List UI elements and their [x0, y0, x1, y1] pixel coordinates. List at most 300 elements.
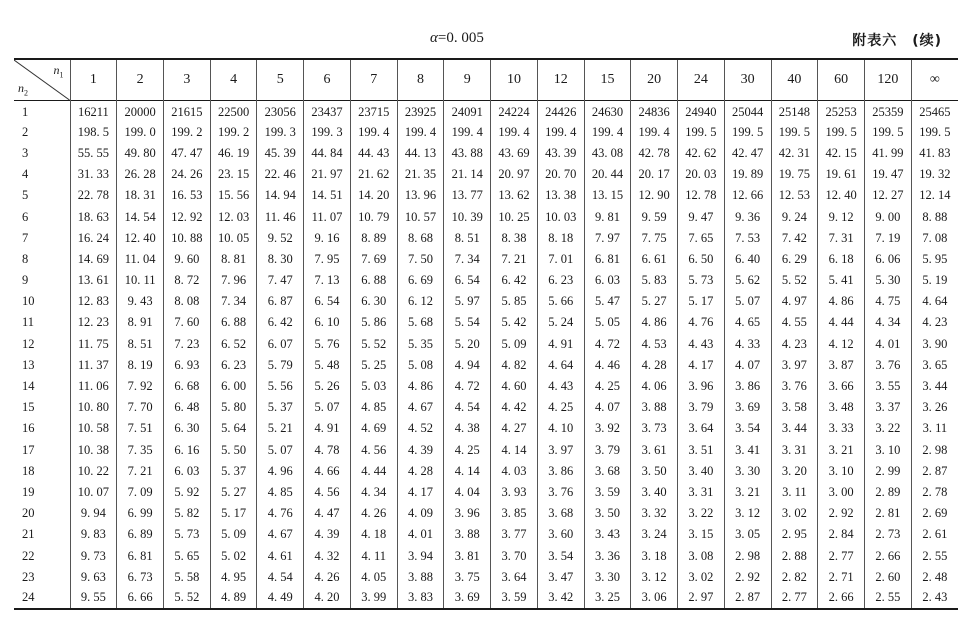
table-cell: 3. 40	[631, 482, 678, 503]
table-cell: 8. 51	[444, 228, 491, 249]
table-cell: 5. 92	[163, 482, 210, 503]
column-header-row	[14, 59, 958, 101]
table-cell: 5. 20	[444, 334, 491, 355]
table-cell: 4. 14	[444, 461, 491, 482]
table-cell: 3. 83	[397, 588, 444, 609]
table-cell: 12. 40	[117, 228, 164, 249]
table-cell: 199. 5	[771, 122, 818, 143]
column-header: 60	[818, 59, 865, 101]
table-cell: 7. 08	[911, 228, 958, 249]
table-cell: 23. 15	[210, 164, 257, 185]
row-header: 12	[22, 336, 35, 351]
table-cell: 3. 64	[678, 418, 725, 439]
table-cell: 6. 23	[537, 270, 584, 291]
table-body	[14, 101, 958, 610]
column-header: 10	[491, 59, 538, 101]
table-row	[14, 334, 958, 355]
table-cell: 5. 66	[537, 291, 584, 312]
table-cell: 7. 69	[350, 249, 397, 270]
table-cell: 12. 23	[70, 312, 117, 333]
table-cell: 26. 28	[117, 164, 164, 185]
table-cell: 4. 01	[397, 524, 444, 545]
table-cell: 6. 07	[257, 334, 304, 355]
table-cell: 5. 07	[304, 397, 351, 418]
table-cell: 3. 55	[864, 376, 911, 397]
table-cell: 8. 51	[117, 334, 164, 355]
table-cell: 3. 08	[678, 545, 725, 566]
table-cell: 3. 76	[864, 355, 911, 376]
table-cell: 5. 37	[257, 397, 304, 418]
table-cell: 5. 17	[678, 291, 725, 312]
table-cell: 23437	[304, 101, 351, 122]
table-cell: 3. 97	[771, 355, 818, 376]
table-cell: 7. 75	[631, 228, 678, 249]
table-cell: 4. 25	[537, 397, 584, 418]
table-cell: 5. 47	[584, 291, 631, 312]
table-cell: 5. 26	[304, 376, 351, 397]
table-cell: 14. 54	[117, 206, 164, 227]
table-cell: 6. 18	[818, 249, 865, 270]
column-header: 2	[117, 59, 164, 101]
table-cell: 5. 64	[210, 418, 257, 439]
table-cell: 24224	[491, 101, 538, 122]
table-cell: 3. 61	[631, 440, 678, 461]
table-cell: 42. 31	[771, 143, 818, 164]
table-cell: 7. 96	[210, 270, 257, 291]
table-cell: 4. 27	[491, 418, 538, 439]
table-row	[14, 249, 958, 270]
table-cell: 24630	[584, 101, 631, 122]
table-cell: 3. 10	[864, 440, 911, 461]
table-cell: 5. 76	[304, 334, 351, 355]
table-cell: 3. 41	[724, 440, 771, 461]
table-cell: 10. 58	[70, 418, 117, 439]
row-header: 8	[22, 251, 29, 266]
table-cell: 3. 21	[818, 440, 865, 461]
table-cell: 6. 99	[117, 503, 164, 524]
table-cell: 199. 4	[537, 122, 584, 143]
table-cell: 9. 43	[117, 291, 164, 312]
table-cell: 199. 4	[350, 122, 397, 143]
table-cell: 7. 09	[117, 482, 164, 503]
table-cell: 42. 47	[724, 143, 771, 164]
table-cell: 4. 12	[818, 334, 865, 355]
table-cell: 4. 86	[397, 376, 444, 397]
table-cell: 5. 50	[210, 440, 257, 461]
table-cell: 49. 80	[117, 143, 164, 164]
row-header: 4	[22, 167, 29, 182]
table-cell: 4. 97	[771, 291, 818, 312]
table-cell: 12. 27	[864, 185, 911, 206]
table-row	[14, 206, 958, 227]
table-cell: 10. 03	[537, 206, 584, 227]
table-cell: 3. 92	[584, 418, 631, 439]
table-cell: 14. 69	[70, 249, 117, 270]
row-header: 21	[22, 527, 35, 542]
table-cell: 4. 95	[210, 567, 257, 588]
table-cell: 3. 65	[911, 355, 958, 376]
table-cell: 6. 10	[304, 312, 351, 333]
table-row	[14, 143, 958, 164]
table-cell: 4. 42	[491, 397, 538, 418]
table-row	[14, 440, 958, 461]
table-cell: 46. 19	[210, 143, 257, 164]
table-cell: 6. 69	[397, 270, 444, 291]
table-cell: 4. 64	[537, 355, 584, 376]
table-cell: 5. 42	[491, 312, 538, 333]
table-cell: 2. 87	[724, 588, 771, 609]
table-cell: 4. 91	[304, 418, 351, 439]
table-row	[14, 545, 958, 566]
table-cell: 4. 72	[444, 376, 491, 397]
table-cell: 2. 92	[818, 503, 865, 524]
table-cell: 4. 75	[864, 291, 911, 312]
table-cell: 7. 31	[818, 228, 865, 249]
table-cell: 3. 48	[818, 397, 865, 418]
table-cell: 4. 03	[491, 461, 538, 482]
table-cell: 9. 73	[70, 545, 117, 566]
table-cell: 21. 35	[397, 164, 444, 185]
table-cell: 5. 54	[444, 312, 491, 333]
table-cell: 3. 11	[771, 482, 818, 503]
table-cell: 3. 24	[631, 524, 678, 545]
table-cell: 4. 89	[210, 588, 257, 609]
table-cell: 4. 07	[584, 397, 631, 418]
table-cell: 44. 84	[304, 143, 351, 164]
table-cell: 21. 14	[444, 164, 491, 185]
table-cell: 25044	[724, 101, 771, 122]
table-cell: 3. 12	[631, 567, 678, 588]
table-cell: 7. 60	[163, 312, 210, 333]
table-cell: 4. 46	[584, 355, 631, 376]
table-row	[14, 164, 958, 185]
table-cell: 12. 92	[163, 206, 210, 227]
table-cell: 4. 67	[397, 397, 444, 418]
table-cell: 6. 52	[210, 334, 257, 355]
table-cell: 3. 90	[911, 334, 958, 355]
table-cell: 4. 44	[350, 461, 397, 482]
table-cell: 3. 79	[584, 440, 631, 461]
table-cell: 3. 31	[678, 482, 725, 503]
row-header: 1	[22, 104, 29, 119]
table-cell: 9. 55	[70, 588, 117, 609]
table-cell: 5. 68	[397, 312, 444, 333]
table-cell: 8. 18	[537, 228, 584, 249]
table-cell: 24426	[537, 101, 584, 122]
table-cell: 2. 99	[864, 461, 911, 482]
table-cell: 8. 72	[163, 270, 210, 291]
table-cell: 5. 07	[724, 291, 771, 312]
table-cell: 3. 86	[724, 376, 771, 397]
table-cell: 4. 86	[631, 312, 678, 333]
table-cell: 3. 59	[491, 588, 538, 609]
table-cell: 7. 50	[397, 249, 444, 270]
table-cell: 5. 82	[163, 503, 210, 524]
table-cell: 8. 30	[257, 249, 304, 270]
table-cell: 19. 32	[911, 164, 958, 185]
row-header: 19	[22, 484, 35, 499]
table-cell: 4. 61	[257, 545, 304, 566]
table-cell: 2. 98	[911, 440, 958, 461]
table-cell: 41. 99	[864, 143, 911, 164]
table-cell: 42. 78	[631, 143, 678, 164]
table-cell: 6. 61	[631, 249, 678, 270]
table-cell: 23715	[350, 101, 397, 122]
corner-cell	[14, 59, 70, 101]
table-cell: 199. 5	[818, 122, 865, 143]
table-cell: 3. 20	[771, 461, 818, 482]
table-cell: 6. 03	[163, 461, 210, 482]
row-header: 13	[22, 357, 35, 372]
table-cell: 5. 30	[864, 270, 911, 291]
table-cell: 6. 16	[163, 440, 210, 461]
row-header: 6	[22, 209, 29, 224]
table-cell: 13. 96	[397, 185, 444, 206]
table-cell: 6. 40	[724, 249, 771, 270]
row-header: 9	[22, 273, 29, 288]
table-cell: 18. 31	[117, 185, 164, 206]
table-cell: 3. 51	[678, 440, 725, 461]
table-cell: 8. 38	[491, 228, 538, 249]
table-cell: 2. 81	[864, 503, 911, 524]
table-cell: 5. 25	[350, 355, 397, 376]
table-row	[14, 228, 958, 249]
table-cell: 11. 07	[304, 206, 351, 227]
table-cell: 2. 84	[818, 524, 865, 545]
table-cell: 12. 66	[724, 185, 771, 206]
table-cell: 6. 93	[163, 355, 210, 376]
table-cell: 5. 65	[163, 545, 210, 566]
table-cell: 6. 12	[397, 291, 444, 312]
alpha-symbol: α	[430, 30, 438, 46]
table-cell: 4. 25	[444, 440, 491, 461]
table-cell: 3. 54	[724, 418, 771, 439]
table-cell: 3. 00	[818, 482, 865, 503]
table-cell: 199. 2	[210, 122, 257, 143]
table-cell: 20. 70	[537, 164, 584, 185]
row-header: 16	[22, 421, 35, 436]
table-cell: 8. 89	[350, 228, 397, 249]
table-cell: 3. 18	[631, 545, 678, 566]
table-cell: 3. 68	[584, 461, 631, 482]
table-cell: 6. 68	[163, 376, 210, 397]
table-cell: 6. 23	[210, 355, 257, 376]
table-cell: 5. 27	[210, 482, 257, 503]
table-row	[14, 122, 958, 143]
row-header: 7	[22, 230, 29, 245]
table-cell: 7. 51	[117, 418, 164, 439]
table-cell: 13. 61	[70, 270, 117, 291]
table-cell: 2. 92	[724, 567, 771, 588]
table-cell: 3. 73	[631, 418, 678, 439]
table-row	[14, 503, 958, 524]
table-cell: 199. 3	[257, 122, 304, 143]
table-cell: 5. 35	[397, 334, 444, 355]
table-cell: 7. 35	[117, 440, 164, 461]
row-header: 14	[22, 379, 35, 394]
table-cell: 3. 47	[537, 567, 584, 588]
table-cell: 43. 08	[584, 143, 631, 164]
table-cell: 20. 03	[678, 164, 725, 185]
table-cell: 6. 03	[584, 270, 631, 291]
table-cell: 8. 88	[911, 206, 958, 227]
table-row	[14, 270, 958, 291]
table-cell: 7. 47	[257, 270, 304, 291]
table-cell: 21. 97	[304, 164, 351, 185]
table-cell: 9. 52	[257, 228, 304, 249]
table-row	[14, 101, 958, 122]
table-cell: 5. 02	[210, 545, 257, 566]
table-cell: 2. 55	[864, 588, 911, 609]
table-cell: 6. 54	[304, 291, 351, 312]
table-cell: 10. 57	[397, 206, 444, 227]
table-cell: 3. 30	[584, 567, 631, 588]
table-cell: 6. 81	[117, 545, 164, 566]
table-cell: 12. 83	[70, 291, 117, 312]
column-header: 12	[537, 59, 584, 101]
table-row	[14, 418, 958, 439]
table-cell: 4. 23	[911, 312, 958, 333]
table-cell: 16. 53	[163, 185, 210, 206]
table-cell: 3. 10	[818, 461, 865, 482]
table-cell: 11. 04	[117, 249, 164, 270]
table-cell: 5. 48	[304, 355, 351, 376]
table-cell: 3. 96	[678, 376, 725, 397]
table-cell: 22500	[210, 101, 257, 122]
column-header: 7	[350, 59, 397, 101]
table-cell: 3. 59	[584, 482, 631, 503]
table-row	[14, 312, 958, 333]
table-cell: 4. 34	[350, 482, 397, 503]
table-cell: 23925	[397, 101, 444, 122]
table-cell: 3. 81	[444, 545, 491, 566]
table-cell: 3. 66	[818, 376, 865, 397]
table-cell: 199. 5	[678, 122, 725, 143]
table-cell: 199. 5	[864, 122, 911, 143]
table-cell: 4. 76	[678, 312, 725, 333]
table-cell: 4. 26	[350, 503, 397, 524]
table-cell: 3. 44	[911, 376, 958, 397]
column-header: 6	[304, 59, 351, 101]
table-cell: 7. 34	[444, 249, 491, 270]
table-cell: 3. 43	[584, 524, 631, 545]
table-cell: 4. 43	[537, 376, 584, 397]
table-cell: 12. 78	[678, 185, 725, 206]
table-cell: 7. 34	[210, 291, 257, 312]
alpha-value: =0. 005	[437, 30, 484, 46]
table-cell: 3. 76	[771, 376, 818, 397]
table-cell: 4. 96	[257, 461, 304, 482]
table-cell: 21. 62	[350, 164, 397, 185]
table-cell: 199. 4	[397, 122, 444, 143]
table-cell: 4. 64	[911, 291, 958, 312]
table-cell: 5. 05	[584, 312, 631, 333]
table-row	[14, 185, 958, 206]
table-cell: 4. 11	[350, 545, 397, 566]
table-cell: 5. 95	[911, 249, 958, 270]
table-cell: 199. 4	[631, 122, 678, 143]
table-cell: 2. 73	[864, 524, 911, 545]
row-header: 11	[22, 315, 35, 330]
row-header: 22	[22, 548, 35, 563]
row-header: 3	[22, 145, 29, 160]
table-cell: 5. 09	[491, 334, 538, 355]
table-cell: 6. 06	[864, 249, 911, 270]
table-cell: 4. 39	[397, 440, 444, 461]
table-cell: 4. 91	[537, 334, 584, 355]
table-cell: 10. 22	[70, 461, 117, 482]
table-cell: 5. 97	[444, 291, 491, 312]
table-cell: 13. 38	[537, 185, 584, 206]
table-cell: 4. 85	[350, 397, 397, 418]
table-cell: 2. 97	[678, 588, 725, 609]
table-cell: 6. 66	[117, 588, 164, 609]
table-cell: 4. 07	[724, 355, 771, 376]
table-cell: 14. 20	[350, 185, 397, 206]
table-cell: 9. 12	[818, 206, 865, 227]
table-cell: 3. 50	[631, 461, 678, 482]
table-cell: 3. 58	[771, 397, 818, 418]
table-cell: 3. 02	[771, 503, 818, 524]
table-cell: 6. 73	[117, 567, 164, 588]
table-cell: 4. 72	[584, 334, 631, 355]
table-cell: 10. 80	[70, 397, 117, 418]
table-cell: 4. 34	[864, 312, 911, 333]
table-cell: 5. 07	[257, 440, 304, 461]
table-cell: 3. 21	[724, 482, 771, 503]
table-cell: 6. 29	[771, 249, 818, 270]
table-cell: 44. 13	[397, 143, 444, 164]
table-cell: 55. 55	[70, 143, 117, 164]
table-cell: 8. 68	[397, 228, 444, 249]
table-cell: 11. 37	[70, 355, 117, 376]
table-cell: 7. 92	[117, 376, 164, 397]
alpha-label	[430, 30, 484, 47]
table-cell: 24091	[444, 101, 491, 122]
table-cell: 3. 25	[584, 588, 631, 609]
column-header: 30	[724, 59, 771, 101]
table-cell: 4. 04	[444, 482, 491, 503]
column-header: 15	[584, 59, 631, 101]
table-cell: 3. 15	[678, 524, 725, 545]
table-cell: 4. 86	[818, 291, 865, 312]
table-cell: 13. 62	[491, 185, 538, 206]
table-cell: 4. 47	[304, 503, 351, 524]
table-cell: 6. 30	[350, 291, 397, 312]
table-cell: 9. 94	[70, 503, 117, 524]
table-cell: 4. 67	[257, 524, 304, 545]
table-cell: 7. 01	[537, 249, 584, 270]
table-cell: 2. 82	[771, 567, 818, 588]
table-cell: 7. 65	[678, 228, 725, 249]
table-cell: 25359	[864, 101, 911, 122]
table-cell: 5. 41	[818, 270, 865, 291]
table-row	[14, 482, 958, 503]
table-cell: 4. 26	[304, 567, 351, 588]
table-cell: 44. 43	[350, 143, 397, 164]
table-cell: 42. 62	[678, 143, 725, 164]
table-cell: 2. 61	[911, 524, 958, 545]
table-cell: 3. 36	[584, 545, 631, 566]
table-cell: 4. 49	[257, 588, 304, 609]
table-cell: 3. 02	[678, 567, 725, 588]
table-cell: 4. 14	[491, 440, 538, 461]
table-cell: 4. 55	[771, 312, 818, 333]
table-cell: 5. 09	[210, 524, 257, 545]
table-cell: 3. 06	[631, 588, 678, 609]
table-cell: 4. 82	[491, 355, 538, 376]
table-cell: 4. 78	[304, 440, 351, 461]
